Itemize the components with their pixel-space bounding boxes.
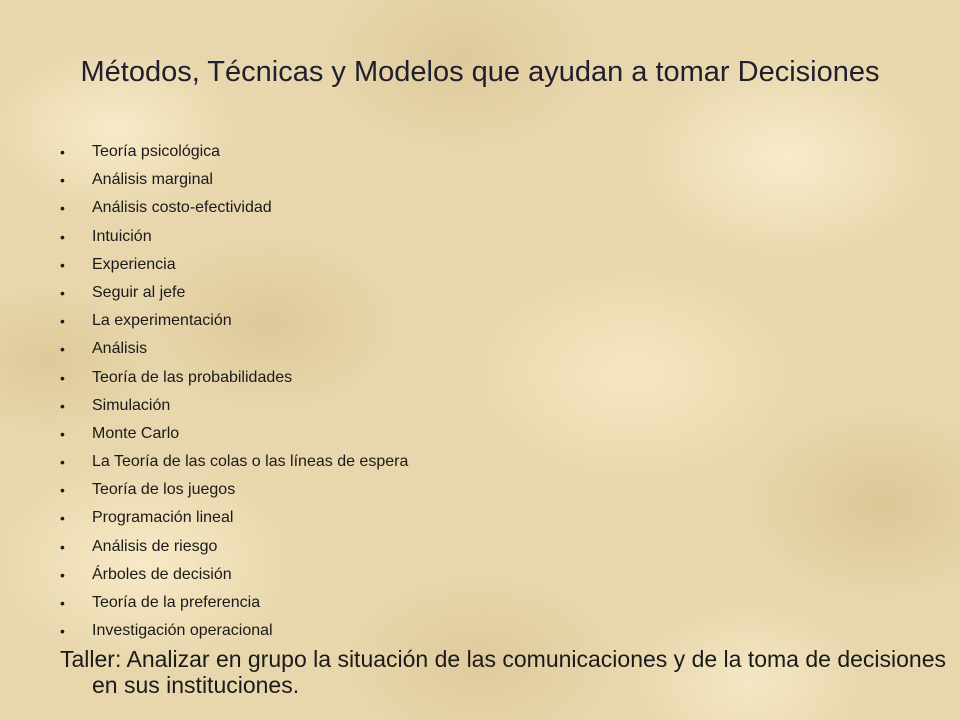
bullet-icon: • [60,200,65,217]
list-item [60,476,408,504]
list-item-label: Simulación [92,396,171,414]
list-item-label: Análisis costo-efectividad [92,199,272,217]
bullet-icon: • [60,566,65,583]
bullet-icon: • [60,397,65,414]
bullet-icon: • [60,284,65,301]
list-item [60,392,408,420]
list-item [60,307,408,335]
bullet-icon: • [60,144,65,160]
bullet-icon: • [60,369,65,386]
list-item [60,561,408,589]
list-item-label: Análisis [92,340,148,358]
list-item [60,364,408,392]
bullet-icon: • [60,256,65,273]
list-item-label: La Teoría de las colas o las líneas de espera [92,453,409,471]
list-item-label: Monte Carlo [92,424,180,442]
bullet-icon: • [60,595,65,611]
list-item-label: Programación lineal [92,509,234,527]
list-item-label: Intuición [92,227,152,245]
list-item-label: Teoría de las probabilidades [92,368,293,386]
list-item [60,223,408,251]
list-item [60,194,408,222]
list-item-label: Teoría de los juegos [92,481,236,499]
bullet-icon: • [60,510,65,527]
workshop-instruction: Taller: Analizar en grupo la situación de las comunicaciones y de la toma de decisiones en sus instituciones. [60,646,947,698]
list-item [60,533,408,561]
bullet-icon: • [60,425,65,442]
list-item [60,589,408,617]
bullet-icon: • [60,228,65,245]
bullet-icon: • [60,313,65,330]
list-item-label: Análisis marginal [92,171,213,189]
list-item-label: Teoría psicológica [92,143,221,160]
list-item [60,504,408,532]
list-item [60,420,408,448]
list-item-label: Análisis de riesgo [92,537,218,555]
list-item-label: La experimentación [92,312,232,330]
list-item [60,279,408,307]
bullet-icon: • [60,454,65,471]
bullet-icon: • [60,341,65,358]
list-item-label: Seguir al jefe [92,283,186,301]
list-item [60,166,408,194]
bullet-icon: • [60,482,65,499]
list-item-label: Experiencia [92,255,176,273]
list-item [60,448,408,476]
list-item [60,617,408,645]
bullet-icon: • [60,172,65,189]
list-item [60,138,408,166]
list-item [60,335,408,363]
slide-title: Métodos, Técnicas y Modelos que ayudan a tomar Decisiones [80,56,880,88]
bullet-icon: • [60,623,65,640]
list-item-label: Teoría de la preferencia [92,594,261,611]
methods-list [60,138,408,645]
list-item [60,251,408,279]
list-item-label: Árboles de decisión [92,565,232,583]
bullet-icon: • [60,538,65,555]
list-item-label: Investigación operacional [92,622,273,640]
